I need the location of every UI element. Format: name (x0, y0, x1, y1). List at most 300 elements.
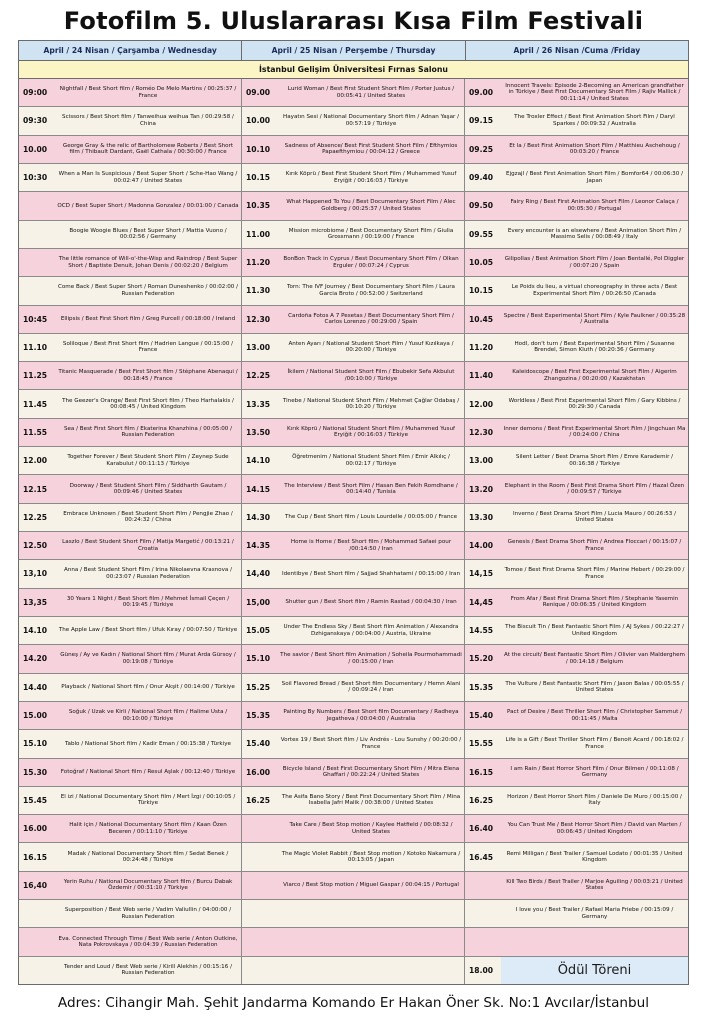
table-row (19, 221, 688, 249)
film-entry: Home is Home / Best Short film / Mohammad Safaei pour /00:14:50 / Iran (290, 539, 452, 552)
schedule-cell (19, 674, 242, 701)
schedule-cell (19, 164, 242, 191)
schedule-cell (465, 249, 688, 276)
table-row (19, 872, 688, 900)
table-row (19, 447, 688, 475)
schedule-cell (465, 419, 688, 446)
film-entry: You Can Trust Me / Best Horror Short Film / David van Marten / 00:06:43 / United Kingdom (507, 822, 682, 835)
screening-time: 14,45 (469, 597, 494, 607)
table-row (19, 504, 688, 532)
screening-time: 13.50 (246, 427, 271, 437)
film-entry: George Gray & the relic of Bartholomew Roberts / Best Short film / Thibault Dardant, Gaël Cathala / 00:30:00 / France (62, 142, 234, 156)
screening-time: 10:30 (23, 173, 48, 183)
screening-time: 15.45 (23, 795, 48, 805)
schedule-cell (19, 787, 242, 814)
schedule-cell (465, 843, 688, 870)
film-entry (278, 928, 464, 955)
screening-time: 11.20 (246, 258, 271, 268)
table-row (19, 249, 688, 277)
film-entry: Come Back / Best Super Short / Roman Duneshenko / 00:02:00 / Russian Federation (57, 284, 239, 297)
film-entry: Tender and Loud / Best Web serie / Kirill Alekhin / 00:15:16 / Russian Federation (64, 963, 232, 977)
schedule-cell (465, 928, 688, 955)
screening-time: 15.55 (469, 739, 494, 749)
schedule-cell (465, 617, 688, 644)
screening-time (19, 221, 55, 248)
film-entry: Doorway / Best Student Short Film / Siddharth Gautam / 00:09:46 / United States (69, 482, 227, 496)
table-row (19, 107, 688, 135)
film-entry: Every encounter is an elsewhere / Best Animation Short Film / Massimo Selis / 00:08:49 / Italy (507, 227, 682, 241)
table-row (19, 645, 688, 673)
table-row (19, 617, 688, 645)
screening-time: 10.05 (469, 258, 494, 268)
screening-time: 14,40 (246, 569, 271, 579)
film-entry: Bicycle Island / Best First Documentary Short Film / Mitra Elena Ghaffari / 00:22:24 / United States (282, 765, 460, 779)
film-entry (501, 928, 688, 955)
schedule-cell (19, 702, 242, 729)
schedule-cell (242, 107, 465, 134)
table-row (19, 192, 688, 220)
schedule-cell (19, 843, 242, 870)
table-row (19, 957, 688, 984)
table-row (19, 815, 688, 843)
schedule-cell (465, 560, 688, 587)
schedule-cell (242, 843, 465, 870)
screening-time: 15,00 (246, 597, 271, 607)
screening-time: 12.00 (23, 456, 48, 466)
screening-time: 16.45 (469, 852, 494, 862)
screening-time (19, 928, 55, 955)
table-row (19, 759, 688, 787)
film-entry: When a Man Is Suspicious / Best Super Short / Sche-Hao Wang / 00:02:47 / United States (58, 171, 238, 184)
screening-time: 14.40 (23, 682, 48, 692)
schedule-cell (465, 192, 688, 219)
screening-time (465, 900, 501, 927)
screening-time: 11.20 (469, 342, 494, 352)
film-entry: Kaleidoscope / Best First Experimental Short Film / Aigerim Zhangozina / 00:20:00 / Kazakhstan (512, 369, 677, 382)
film-entry: Sea / Best First Short film / Ekaterina Khanzhina / 00:05:00 / Russian Federation (63, 425, 233, 439)
screening-time: 09.25 (469, 144, 494, 154)
screening-time: 16.15 (23, 852, 48, 862)
venue-banner: İstanbul Gelişim Üniversitesi Fırnas Salonu (19, 61, 688, 79)
schedule-cell (465, 107, 688, 134)
film-entry: The Apple Law / Best Short film / Ufuk Kıray / 00:07:50 / Türkiye (58, 627, 238, 634)
schedule-cell (19, 107, 242, 134)
schedule-cell (465, 957, 688, 984)
screening-time: 09:00 (23, 88, 48, 98)
screening-time (242, 928, 278, 955)
table-row (19, 334, 688, 362)
screening-time: 11.40 (469, 371, 494, 381)
table-row (19, 787, 688, 815)
schedule-cell (465, 730, 688, 757)
film-entry: Kırık Köprü / National Student Short Film / Muhammed Yusuf Eryiğit / 00:16:03 / Türkiye (287, 425, 455, 439)
schedule-cell (242, 617, 465, 644)
screening-time: 15.10 (23, 739, 48, 749)
film-entry: Shutter gun / Best Short film / Ramin Rastad / 00:04:30 / Iran (285, 599, 457, 606)
schedule-cell (242, 928, 465, 955)
schedule-cell (19, 815, 242, 842)
screening-time: 13.00 (246, 342, 271, 352)
schedule-cell (242, 815, 465, 842)
schedule-cell (465, 221, 688, 248)
film-entry: Tablo / National Short film / Kadir Eman / 00:15:38 / Türkiye (65, 740, 231, 747)
film-entry: Take Care / Best Stop motion / Kaylee Hatfield / 00:08:32 / United States (289, 822, 453, 835)
schedule-cell (465, 334, 688, 361)
screening-time: 12.15 (23, 484, 48, 494)
film-entry: Embrace Unknown / Best Student Short Film / Pengjie Zhao / 00:24:32 / China (63, 510, 233, 524)
day-header-row (19, 41, 688, 61)
schedule-cell (465, 702, 688, 729)
schedule-cell (19, 306, 242, 333)
film-entry: Öğretmenim / National Student Short Film / Emir Alkılıç / 00:02:17 / Türkiye (292, 454, 450, 467)
film-entry: Superposition / Best Web serie / Vadim Valiullin / 04:00:00 / Russian Federation (64, 907, 232, 920)
film-entry: Ellipsis / Best First Short film / Greg Purcell / 00:18:00 / Ireland (60, 315, 236, 322)
film-entry: Fotoğraf / National Short film / Resul Aşlak / 00:12:40 / Türkiye (60, 768, 236, 775)
screening-time: 15.25 (246, 682, 271, 692)
screening-time: 11.10 (23, 342, 48, 352)
screening-time (19, 249, 55, 276)
screening-time: 14.00 (469, 541, 494, 551)
screening-time: 15.35 (246, 711, 271, 721)
screening-time: 12.30 (469, 427, 494, 437)
schedule-cell (242, 277, 465, 304)
schedule-cell (19, 872, 242, 899)
film-entry: Titanic Masquerade / Best First Short film / Stéphane Abenaqui / 00:18:45 / France (58, 369, 238, 382)
schedule-cell (19, 617, 242, 644)
schedule-cell (242, 900, 465, 927)
schedule-cell (465, 475, 688, 502)
schedule-cell (242, 79, 465, 106)
film-entry: Eva. Connected Through Time / Best Web serie / Anton Outkine, Nata Pokrovskaya / 00:04:39 / Russian Federation (58, 935, 238, 949)
schedule-cell (19, 759, 242, 786)
screening-time: 14.10 (246, 456, 271, 466)
schedule-cell (19, 900, 242, 927)
schedule-cell (242, 334, 465, 361)
schedule-cell (242, 589, 465, 616)
film-entry: Mission microbiome / Best Documentary Short Film / Giulia Grossmann / 00:19:00 / France (288, 227, 454, 241)
screening-time: 11.25 (23, 371, 48, 381)
table-row (19, 362, 688, 390)
screening-time: 12.00 (469, 399, 494, 409)
schedule-cell (242, 221, 465, 248)
schedule-cell (242, 532, 465, 559)
schedule-cell (465, 759, 688, 786)
screening-time: 09.00 (469, 88, 494, 98)
page-title: Fotofilm 5. Uluslararası Kısa Film Festivali (63, 7, 644, 35)
screening-time (19, 900, 55, 927)
film-entry: Inverno / Best Drama Short Film / Lucia Mauro / 00:26:53 / United States (512, 510, 677, 524)
film-entry: At the circuit/ Best Fantastic Short Film / Olivier van Malderghem / 00:14:18 / Belgium (503, 652, 685, 665)
schedule-cell (242, 957, 465, 984)
schedule-cell (465, 164, 688, 191)
table-row (19, 730, 688, 758)
film-entry: From Afar / Best First Drama Short Film / Stephanie Yasemin Renique / 00:06:35 / United Kingdom (510, 595, 679, 609)
screening-time: 15.35 (469, 682, 494, 692)
film-entry: Pact of Desire / Best Thriller Short Film / Christopher Sammut / 00:11:45 / Malta (507, 709, 682, 722)
schedule-cell (465, 900, 688, 927)
film-entry: Tinebe / National Student Short Film / Mehmet Çağlar Odabaş / 00:10:20 / Türkiye (282, 397, 460, 411)
film-entry: Boogie Woogie Blues / Best Super Short / Mattia Vuono / 00:02:56 / Germany (69, 227, 227, 241)
film-entry: 30 Years 1 Night / Best Short film / Mehmet İsmail Çeçen / 00:19:45 / Türkiye (66, 595, 230, 609)
schedule-cell (242, 164, 465, 191)
screening-time: 10.10 (246, 144, 271, 154)
schedule-cell (465, 306, 688, 333)
screening-time (242, 843, 278, 870)
film-entry: The Asifa Bano Story / Best First Documentary Short Film / Mina Isabella Jafri Malik / 00:38:00 / United States (281, 793, 461, 807)
film-entry: What Happened To You / Best Documentary Short Film / Alec Goldberg / 00:25:37 / United States (286, 199, 456, 212)
film-entry: Lurid Woman / Best First Student Short Film / Porter Justus / 00:05:41 / United States (287, 86, 455, 99)
schedule-cell (242, 674, 465, 701)
screening-time: 16.25 (469, 795, 494, 805)
film-entry: The Geezer's Orange/ Best First Short film / Theo Harhalakis / 00:08:45 / United Kingdom (62, 397, 234, 411)
screening-time: 16,40 (23, 880, 48, 890)
screening-time: 12.50 (23, 541, 48, 551)
schedule-cell (242, 447, 465, 474)
film-entry: BonBon Track in Cyprus / Best Documentary Short Film / Olkan Erguler / 00:07:24 / Cyprus (283, 256, 459, 269)
schedule-cell (242, 419, 465, 446)
screening-time: 14.15 (246, 484, 271, 494)
film-entry: Sadness of Absence/ Best First Student Short Film / Efthymios Papaefthymiou / 00:04:12 / Greece (284, 142, 458, 156)
screening-time: 09.55 (469, 229, 494, 239)
schedule-cell (19, 221, 242, 248)
film-entry: Güneş / Ay ve Kadın / National Short film / Murat Arda Gürsoy / 00:19:08 / Türkiye (60, 652, 236, 665)
screening-time: 09:30 (23, 116, 48, 126)
schedule-cell (19, 79, 242, 106)
film-entry: Painting By Numbers / Best Short film Documentary / Radheya Jegatheva / 00:04:00 / Australia (283, 709, 459, 722)
screening-time: 11.55 (23, 427, 48, 437)
table-row (19, 475, 688, 503)
table-row (19, 532, 688, 560)
table-row (19, 419, 688, 447)
film-entry: İkilem / National Student Short Film / Ebubekir Sefa Akbulut /00:10:00 / Türkiye (287, 369, 455, 382)
film-entry: The little romance of Will-o'-the-Wisp and Raindrop / Best Super Short / Baptiste Denuit, Johan Denis / 00:02:20 / Belgium (58, 256, 238, 269)
screening-time: 16.00 (23, 824, 48, 834)
table-row (19, 900, 688, 928)
film-entry: Remi Milligan / Best Trailer / Samuel Lodato / 00:01:35 / United Kingdom (506, 850, 683, 864)
film-entry: I love you / Best Trailer / Rafael Maria Friebe / 00:15:09 / Germany (515, 907, 674, 920)
film-entry: Ejgzajl / Best First Animation Short Film / Bomfor64 / 00:06:30 / Japan (506, 171, 683, 184)
screening-time: 13.00 (469, 456, 494, 466)
film-entry: Yerin Ruhu / National Documentary Short film / Burcu Dabak Özdemir / 00:31:10 / Türkiye (63, 878, 233, 892)
film-entry: Le Poids du lieu, a virtual choreography in three acts / Best Experimental Short Film / 00:26:50 /Canada (511, 284, 678, 297)
schedule-cell (242, 362, 465, 389)
table-row (19, 164, 688, 192)
schedule-cell (19, 957, 242, 984)
screening-time: 09.15 (469, 116, 494, 126)
film-entry: Laszlo / Best Student Short Film / Matija Margetić / 00:13:21 / Croatia (62, 539, 234, 552)
schedule-cell (465, 447, 688, 474)
screening-time: 14.10 (23, 626, 48, 636)
screening-time: 12.25 (246, 371, 271, 381)
film-entry: Hayatın Sesi / National Documentary Short film / Adnan Yaşar / 00:57:19 / Türkiye (283, 114, 459, 127)
screening-time: 10.45 (469, 314, 494, 324)
film-entry: Nightfall / Best Short film / Roméo De Melo Martins / 00:25:37 / France (59, 86, 237, 99)
screening-time: 09.50 (469, 201, 494, 211)
schedule-cell (19, 589, 242, 616)
film-entry: Horizon / Best Horror Short Film / Daniele De Muro / 00:15:00 / Italy (507, 793, 682, 807)
screening-time: 13,10 (23, 569, 48, 579)
schedule-cell (465, 674, 688, 701)
schedule-cell (242, 306, 465, 333)
screening-time: 16.00 (246, 767, 271, 777)
film-entry: Vortex 19 / Best Short film / Liv Andrés - Lou Sunshy / 00:20:00 / France (280, 737, 462, 750)
screening-time: 11.00 (246, 229, 271, 239)
screening-time: 15.05 (246, 626, 271, 636)
screening-time (19, 192, 55, 219)
schedule-cell (242, 192, 465, 219)
film-entry: The Magic Violet Rabbit / Best Stop motion / Kotoko Nakamura / 00:13:05 / Japan (281, 850, 461, 864)
schedule-cell (19, 419, 242, 446)
screening-time: 16.15 (469, 767, 494, 777)
day-header-friday: April / 26 Nisan /Cuma /Friday (513, 46, 641, 55)
film-entry: Cardoña Fotos A 7 Pesetas / Best Documentary Short Film / Carlos Lorenzo / 00:29:00 / Spain (288, 312, 454, 326)
film-entry: Identibye / Best Short film / Sajjad Shahhatami / 00:15:00 / Iran (281, 570, 461, 577)
table-row (19, 136, 688, 164)
screening-time (242, 872, 278, 899)
screening-time: 14.20 (23, 654, 48, 664)
film-entry: Kırık Köprü / Best First Student Short Film / Muhammed Yusuf Eryiğit / 00:16:03 / Türkiye (285, 171, 457, 184)
schedule-cell (465, 277, 688, 304)
screening-time: 11.30 (246, 286, 271, 296)
film-entry: Life is a Gift / Best Thriller Short Film / Benoit Acard / 00:18:02 / France (505, 737, 684, 750)
screening-time (19, 277, 55, 304)
screening-time: 14.35 (246, 541, 271, 551)
film-entry: Under The Endless Sky / Best Short film Animation / Alexandra Dzhiganskaya / 00:04:00 / Austria, Ukraine (283, 624, 459, 637)
screening-time: 14.55 (469, 626, 494, 636)
screening-time: 09.00 (246, 88, 271, 98)
schedule-cell (465, 589, 688, 616)
screening-time: 13.30 (469, 512, 494, 522)
film-entry: Soil Flavored Bread / Best Short film Documentary / Hemn Alani / 00:09:24 / Iran (281, 680, 461, 694)
screening-time: 12.25 (23, 512, 48, 522)
screening-time: 15.40 (469, 711, 494, 721)
screening-time: 14.30 (246, 512, 271, 522)
film-entry: Viarco / Best Stop motion / Miguel Gaspar / 00:04:15 / Portugal (283, 882, 459, 889)
film-entry: Gilipollas / Best Animation Short Film / Joan Bentallé, Pol Diggler / 00:07:20 / Spain (504, 256, 685, 269)
film-entry: Madak / National Documentary Short film / Sedat Benek / 00:24:48 / Türkiye (67, 850, 229, 864)
screening-time: 10.35 (246, 201, 271, 211)
schedule-cell (242, 702, 465, 729)
schedule-cell (19, 504, 242, 531)
table-row (19, 674, 688, 702)
table-row (19, 928, 688, 956)
schedule-cell (242, 390, 465, 417)
film-entry: Torn: The IVF Journey / Best Documentary Short Film / Laura Garcia Broto / 00:52:00 / Switzerland (287, 284, 455, 297)
film-entry: Worldless / Best First Experimental Short Film / Gary Kibbins / 00:29:30 / Canada (508, 397, 681, 411)
schedule-cell (465, 504, 688, 531)
schedule-cell (19, 928, 242, 955)
schedule-cell (242, 759, 465, 786)
address-footer: Adres: Cihangir Mah. Şehit Jandarma Komando Er Hakan Öner Sk. No:1 Avcılar/İstanbul (57, 995, 650, 1011)
schedule-cell (465, 390, 688, 417)
film-entry: Scissors / Best Short film / Tanweihua weihua Tan / 00:29:58 / China (62, 114, 234, 127)
screening-time (465, 872, 501, 899)
schedule-table (18, 40, 689, 985)
screening-time: 15.20 (469, 654, 494, 664)
screening-time: 10.15 (469, 286, 494, 296)
film-entry: Together Forever / Best Student Short Film / Zeynep Sude Karabulut / 00:11:13 / Türkiye (67, 454, 229, 467)
film-entry (278, 957, 464, 984)
table-row (19, 702, 688, 730)
schedule-cell (242, 249, 465, 276)
screening-time: 14,15 (469, 569, 494, 579)
schedule-cell (242, 560, 465, 587)
screening-time: 15.30 (23, 767, 48, 777)
schedule-cell (465, 872, 688, 899)
screening-time: 15.40 (246, 739, 271, 749)
day-header-wednesday: April / 24 Nisan / Çarşamba / Wednesday (19, 41, 242, 60)
film-entry: Elephant in the Room / Best First Drama Short Film / Hazal Özen / 00:09:57 / Türkiye (504, 482, 685, 496)
table-row (19, 390, 688, 418)
film-entry: I am Rain / Best Horror Short Film / Onur Bilmen / 00:11:08 / Germany (510, 765, 679, 779)
screening-time: 18.00 (469, 965, 494, 975)
film-entry: Genesis / Best Drama Short Film / Andrea Floccari / 00:15:07 / France (507, 539, 682, 552)
screening-time: 15.00 (23, 711, 48, 721)
film-entry: Kill Two Birds / Best Trailer / Marjoe Aguiling / 00:03:21 / United States (506, 878, 683, 892)
schedule-cell (19, 390, 242, 417)
schedule-cell (19, 730, 242, 757)
table-row (19, 589, 688, 617)
schedule-cell (19, 136, 242, 163)
screening-time: 12.30 (246, 314, 271, 324)
screening-time: 13.35 (246, 399, 271, 409)
film-entry: Hodl, don't turn / Best Experimental Short Film / Susanne Brendel, Simon Kluth / 00:20:36 / Germany (514, 340, 675, 354)
screening-time: 09.40 (469, 173, 494, 183)
film-entry: Fairy Ring / Best First Animation Short Film / Leonor Calaça / 00:05:30 / Portugal (510, 199, 679, 212)
table-row (19, 277, 688, 305)
film-entry: The Biscuit Tin / Best Fantastic Short Film / AJ Sykes / 00:22:27 / United Kingdom (505, 624, 684, 637)
screening-time: 15.10 (246, 654, 271, 664)
schedule-cell (465, 787, 688, 814)
schedule-cell (242, 504, 465, 531)
schedule-cell (242, 787, 465, 814)
film-entry: Et la / Best First Animation Short Film / Matthieu Aschehoug / 00:03:20 / France (509, 142, 680, 156)
screening-time: 13.20 (469, 484, 494, 494)
schedule-cell (465, 79, 688, 106)
film-entry: OCD / Best Super Short / Madonna Gonzalez / 00:01:00 / Canada (57, 202, 239, 209)
screening-time: 10.15 (246, 173, 271, 183)
schedule-cell (19, 334, 242, 361)
schedule-cell (19, 362, 242, 389)
screening-time (242, 815, 278, 842)
screening-time: 13,35 (23, 597, 48, 607)
screening-time: 16.40 (469, 824, 494, 834)
film-entry: Halit için / National Documentary Short film / Kaan Özen Beceren / 00:11:10 / Türkiye (69, 822, 227, 835)
schedule-grid (19, 79, 688, 984)
schedule-cell (465, 532, 688, 559)
film-entry: Soliloque / Best First Short film / Hadrien Langue / 00:15:00 / France (62, 340, 234, 354)
screening-time (242, 900, 278, 927)
screening-time (242, 957, 278, 984)
schedule-cell (465, 362, 688, 389)
film-entry: The Troxler Effect / Best First Animation Short Film / Daryl Sparkes / 00:09:32 / Australia (514, 114, 675, 127)
film-entry (278, 900, 464, 927)
screening-time: 11.45 (23, 399, 48, 409)
schedule-cell (19, 532, 242, 559)
schedule-cell (19, 277, 242, 304)
schedule-cell (19, 447, 242, 474)
schedule-cell (19, 249, 242, 276)
schedule-cell (242, 730, 465, 757)
schedule-cell (465, 645, 688, 672)
film-entry: The Cup / Best Short film / Louis Lourdelle / 00:05:00 / France (284, 514, 458, 521)
schedule-cell (242, 645, 465, 672)
schedule-cell (465, 136, 688, 163)
film-entry: The Interview / Best Short Film / Hasan Ben Fekih Romdhane / 00:14:40 / Tunisia (284, 482, 458, 496)
schedule-cell (242, 872, 465, 899)
screening-time: 16.25 (246, 795, 271, 805)
film-entry: Spectre / Best Experimental Short Film / Kyle Faulkner / 00:35:28 / Australia (503, 312, 686, 326)
